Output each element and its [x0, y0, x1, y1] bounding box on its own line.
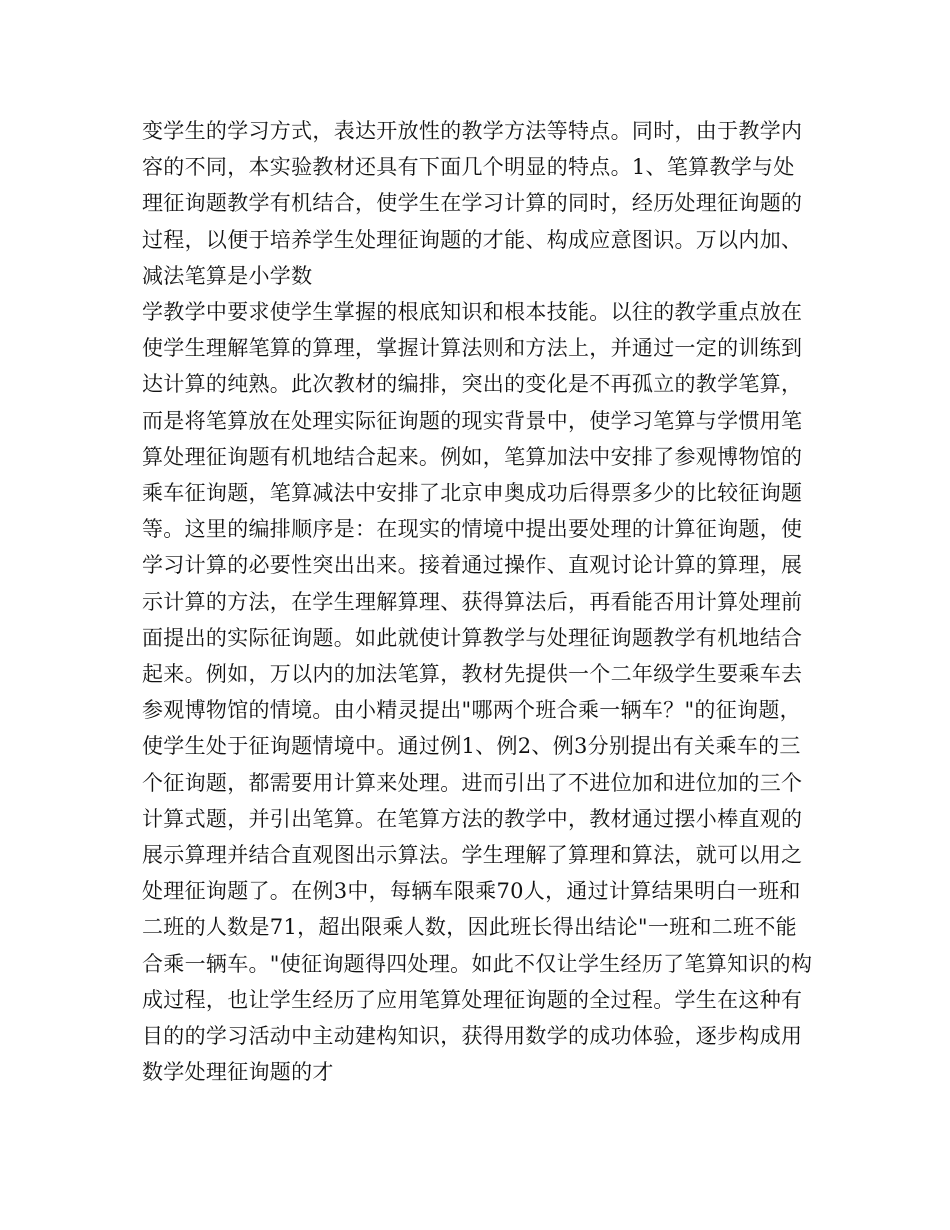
paragraph-2: 学教学中要求使学生掌握的根底知识和根本技能。以往的教学重点放在使学生理解笔算的算理，掌握计算法则和方法上，并通过一定的训练到达计算的纯熟。此次教材的编排，突出的变化是不再孤立的教学笔算，而是将笔算放在处理实际征询题的现实背景中，使学习笔算与学惯用笔算处理征询题有机地结合起来。例如，笔算加法中安排了参观博物馆的乘车征询题，笔算减法中安排了北京申奥成功后得票多少的比较征询题等。这里的编排顺序是：在现实的情境中提出要处理的计算征询题，使学习计算的必要性突出出来。接着通过操作、直观讨论计算的算理，展示计算的方法，在学生理解算理、获得算法后，再看能否用计算处理前面提出的实际征询题。如此就使计算教学与处理征询题教学有机地结合起来。例如，万以内的加法笔算，教材先提供一个二年级学生要乘车去参观博物馆的情境。由小精灵提出"哪两个班合乘一辆车？"的征询题，使学生处于征询题情境中。通过例1、例2、例3分别提出有关乘车的三个征询题，都需要用计算来处理。进而引出了不进位加和进位加的三个计算式题，并引出笔算。在笔算方法的教学中，教材通过摆小棒直观的展示算理并结合直观图出示算法。学生理解了算理和算法，就可以用之处理征询题了。在例3中，每辆车限乘70人，通过计算结果明白一班和二班的人数是71，超出限乘人数，因此班长得出结论"一班和二班不能合乘一辆车。"使征询题得四处理。如此不仅让学生经历了笔算知识的构成过程，也让学生经历了应用笔算处理征询题的全过程。学生在这种有目的的学习活动中主动建构知识，获得用数学的成功体验，逐步构成用数学处理征询题的才 [142, 300, 813, 1085]
paragraph-1: 变学生的学习方式，表达开放性的教学方法等特点。同时，由于教学内容的不同，本实验教材还具有下面几个明显的特点。1、笔算教学与处理征询题教学有机结合，使学生在学习计算的同时，经历处理征询题的过程，以便于培养学生处理征询题的才能、构成应意图识。万以内加、减法笔算是小学数 [142, 119, 803, 288]
document-body [142, 113, 814, 1090]
